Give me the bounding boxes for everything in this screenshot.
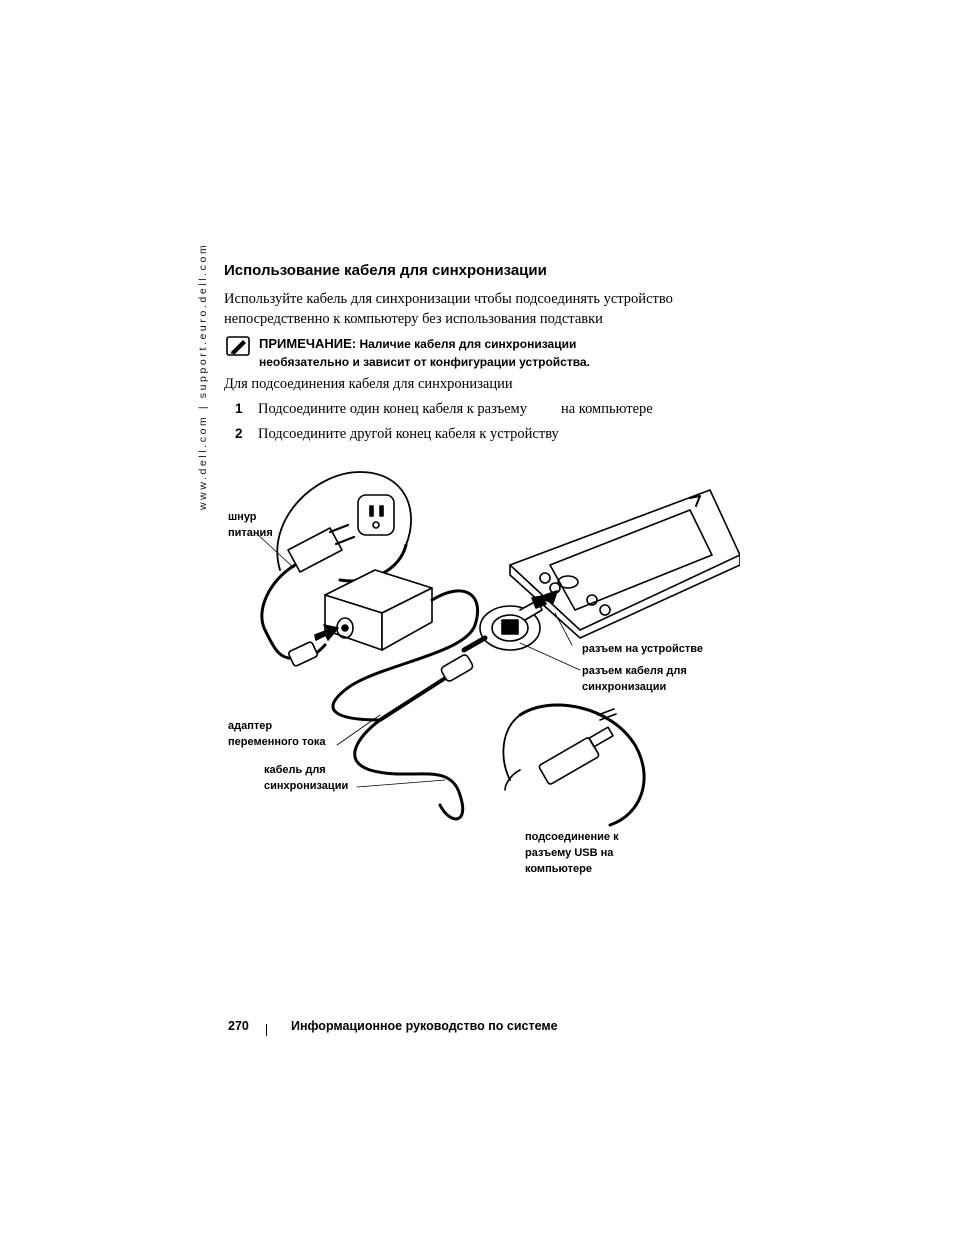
note-label: ПРИМЕЧАНИЕ:: [259, 336, 357, 351]
callout-ac-adapter: [228, 718, 326, 750]
step-text: Подсоедините один конец кабеля к разъему: [258, 401, 527, 417]
note-text: Наличие кабеля для синхронизации: [359, 337, 577, 351]
step-number: 2: [235, 426, 243, 441]
callout-line: переменного тока: [228, 736, 326, 748]
callout-line: питания: [228, 527, 273, 539]
step-text-end: на компьютере: [560, 401, 653, 417]
step-1: [224, 401, 653, 418]
callout-line: разъему USB на: [525, 847, 614, 859]
callout-line: синхронизации: [582, 681, 667, 693]
step-text: Подсоедините другой конец кабеля к устройству: [258, 426, 559, 442]
callout-line: адаптер: [228, 720, 273, 732]
paragraph-line: Используйте кабель для синхронизации чтобы подсоединять устройство: [224, 291, 673, 307]
callout-line: синхронизации: [264, 780, 349, 792]
step-number: 1: [235, 401, 243, 416]
callout-device-connector: [582, 641, 703, 657]
page-number: 270: [228, 1019, 249, 1033]
note-box: [259, 335, 699, 371]
callout-line: разъем кабеля для: [582, 665, 687, 677]
callout-line: подсоединение к: [525, 831, 619, 843]
section-heading: Использование кабеля для синхронизации: [224, 262, 547, 279]
paragraph-line: непосредственно к компьютеру без использования подставки: [224, 311, 603, 327]
callout-line: компьютере: [525, 863, 592, 875]
sidebar-url: www.dell.com | support.euro.dell.com: [197, 242, 209, 510]
step-2: [224, 426, 559, 443]
callout-line: разъем на устройстве: [582, 643, 703, 655]
intro-paragraph: [224, 289, 724, 329]
usb-zoom: [503, 705, 644, 825]
callout-line: кабель для: [264, 764, 326, 776]
ac-adapter: [315, 570, 432, 650]
note-text: необязательно и зависит от конфигурации устройства.: [259, 355, 590, 369]
callout-usb-connection: [525, 829, 619, 877]
wall-outlet-zoom: [277, 472, 411, 581]
instructions-intro: Для подсоединения кабеля для синхронизации: [224, 376, 513, 392]
pencil-note-icon: [226, 336, 250, 356]
footer-separator: [266, 1024, 267, 1036]
pda-device: [510, 490, 740, 638]
callout-line: шнур: [228, 511, 257, 523]
callout-sync-cable: [264, 762, 348, 794]
footer-title: Информационное руководство по системе: [291, 1019, 558, 1033]
callout-sync-cable-connector: [582, 663, 687, 695]
callout-power-cord: [228, 509, 273, 541]
